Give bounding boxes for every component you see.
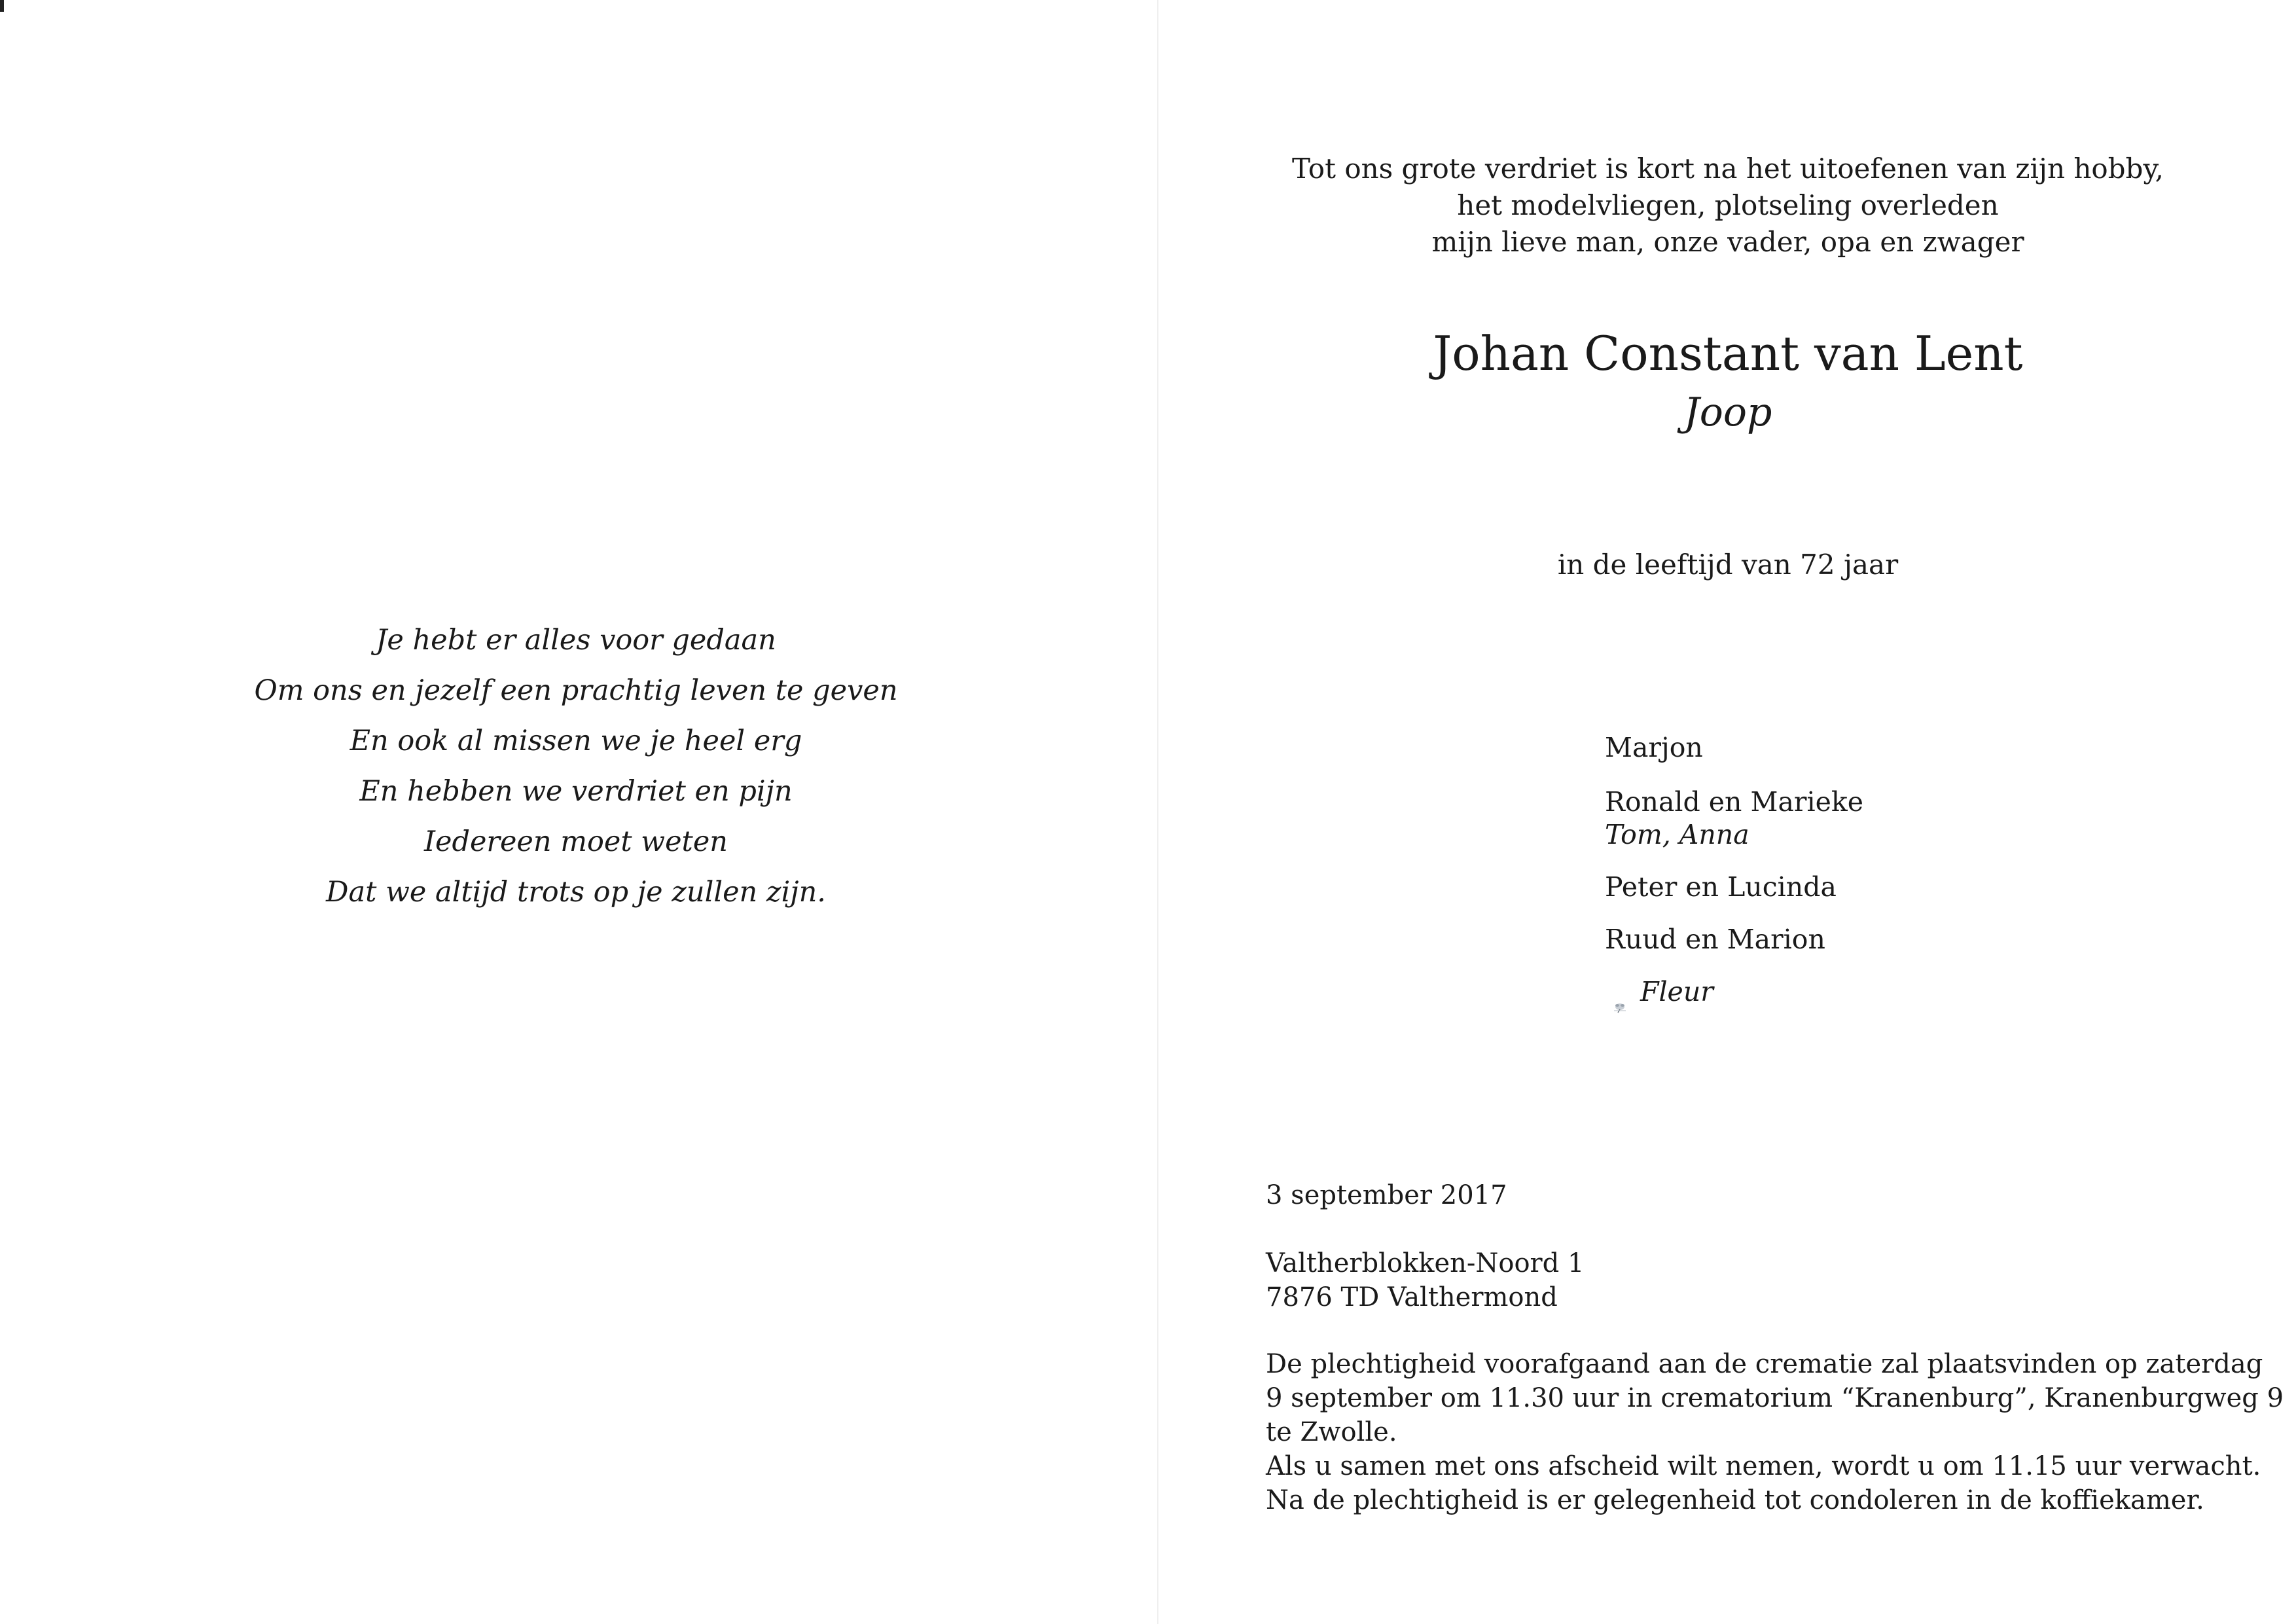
family-grandchildren: Tom, Anna <box>1605 819 1749 850</box>
address-line: Valtherblokken-Noord 1 <box>1266 1248 1585 1278</box>
memorial-poem <box>249 615 903 918</box>
ceremony-details <box>1266 1347 2284 1517</box>
intro-line: mijn lieve man, onze vader, opa en zwager <box>1431 226 2024 258</box>
poem-line: Iedereen moet weten <box>424 825 728 858</box>
poem-line: Om ons en jezelf een prachtig leven te geven <box>254 674 898 707</box>
small-flower-icon <box>1611 988 1628 1000</box>
announcement-date: 3 september 2017 <box>1266 1180 1507 1210</box>
ceremony-line: 9 september om 11.30 uur in crematorium “Kranenburg”, Kranenburgweg 9 <box>1266 1383 2284 1413</box>
ceremony-line: Na de plechtigheid is er gelegenheid tot condoleren in de koffiekamer. <box>1266 1485 2204 1515</box>
ceremony-line: te Zwolle. <box>1266 1417 1397 1447</box>
ceremony-line: De plechtigheid voorafgaand aan de crematie zal plaatsvinden op zaterdag <box>1266 1349 2263 1379</box>
family-grandchild-row <box>1605 976 1713 1007</box>
family-child: Ruud en Marion <box>1605 924 1825 955</box>
address-line: 7876 TD Valthermond <box>1266 1282 1558 1312</box>
intro-line: het modelvliegen, plotseling overleden <box>1457 189 1999 221</box>
poem-line: En ook al missen we je heel erg <box>350 725 802 757</box>
family-child: Ronald en Marieke <box>1605 786 1864 818</box>
family-child: Peter en Lucinda <box>1605 871 1837 903</box>
announcement-intro <box>1276 151 2179 261</box>
ceremony-line: Als u samen met ons afscheid wilt nemen, wordt u om 11.15 uur verwacht. <box>1266 1451 2261 1481</box>
poem-line: En hebben we verdriet en pijn <box>359 775 793 808</box>
poem-line: Je hebt er alles voor gedaan <box>376 624 776 657</box>
deceased-nickname: Joop <box>1683 389 1772 435</box>
poem-line: Dat we altijd trots op je zullen zijn. <box>326 876 826 909</box>
correspondence-address <box>1266 1246 1584 1314</box>
intro-line: Tot ons grote verdriet is kort na het uitoefenen van zijn hobby, <box>1292 153 2164 185</box>
deceased-name: Johan Constant van Lent <box>1433 326 2023 381</box>
age-statement: in de leeftijd van 72 jaar <box>1557 549 1899 581</box>
family-partner: Marjon <box>1605 732 1703 763</box>
family-grandchild-name: Fleur <box>1640 976 1713 1007</box>
